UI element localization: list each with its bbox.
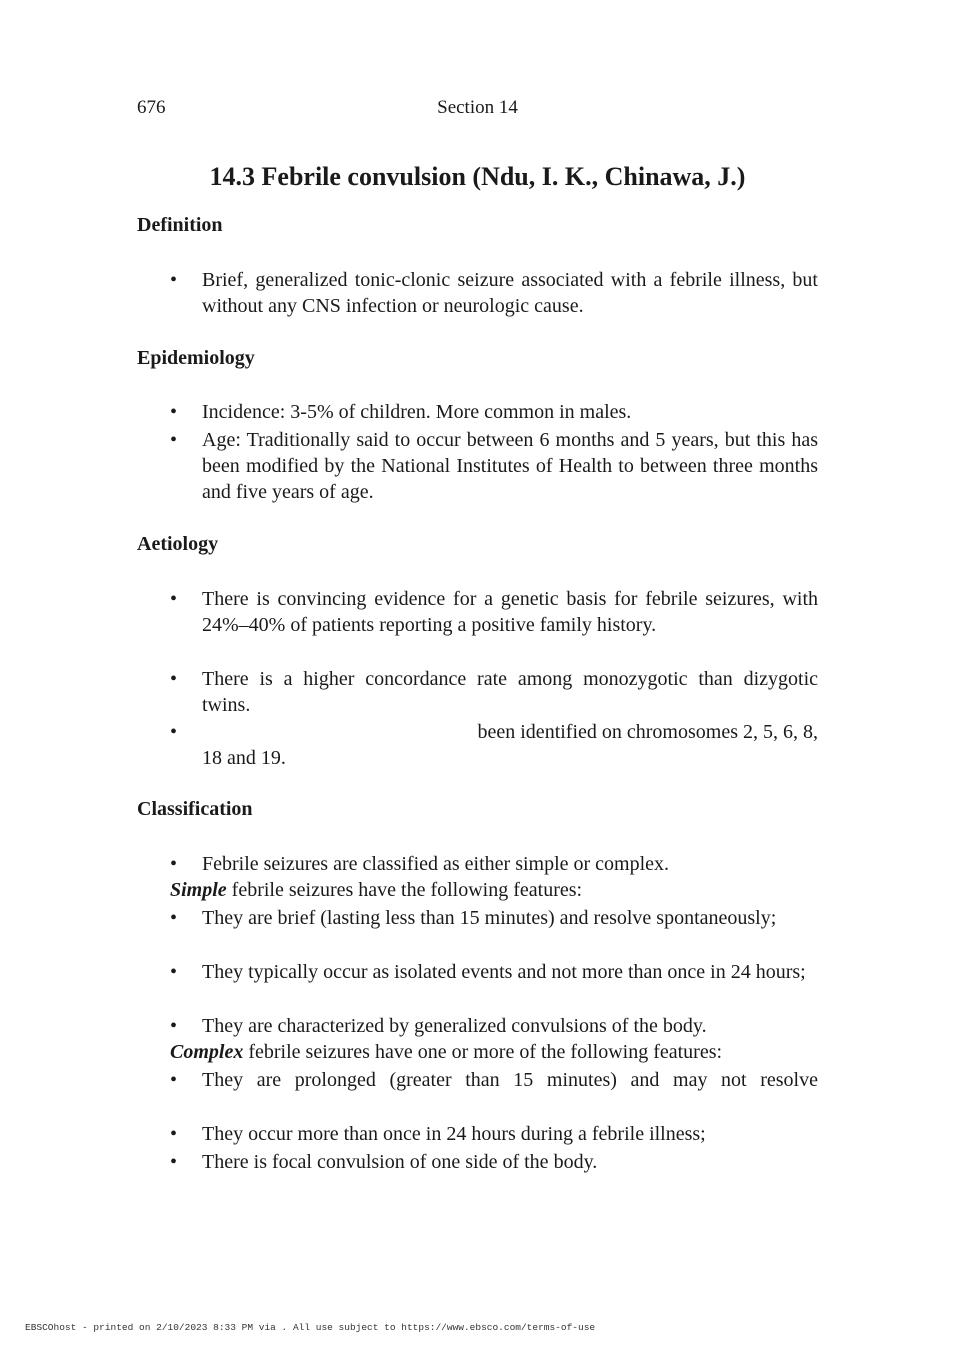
list-item: • They are characterized by generalized convulsions of the body. (170, 1015, 707, 1037)
bullet-icon: • (170, 429, 178, 451)
bullet-icon: • (170, 1015, 178, 1037)
definition-heading: Definition (137, 214, 223, 236)
list-item: • They typically occur as isolated events and not more than once in 24 hours; (170, 961, 806, 983)
running-header: Section 14 (437, 97, 518, 118)
list-item: • They are prolonged (greater than 15 minutes) and may not resolve (170, 1069, 818, 1091)
list-item: • They are brief (lasting less than 15 minutes) and resolve spontaneously; (170, 907, 777, 929)
bullet-icon: • (170, 269, 178, 291)
list-item: • Incidence: 3-5% of children. More common in males. (170, 401, 632, 423)
complex-label: Complex (170, 1041, 244, 1063)
simple-intro: Simple febrile seizures have the following features: (170, 879, 583, 901)
bullet-icon: • (170, 721, 178, 743)
bullet-icon: • (170, 853, 178, 875)
list-item: • Febrile seizures are classified as either simple or complex. (170, 853, 670, 875)
bullet-icon: • (170, 401, 178, 423)
complex-intro: Complex febrile seizures have one or more of the following features: (170, 1041, 723, 1063)
list-item: • Age: Traditionally said to occur between 6 months and 5 years, but this has been modified by the National Institutes of Health to between three months and five years of age. (170, 429, 818, 503)
list-item: • been identified on chromosomes 2, 5, 6, 8, (170, 721, 818, 743)
simple-label: Simple (170, 879, 227, 901)
list-item-continuation: 18 and 19. (202, 747, 286, 769)
bullet-icon: • (170, 588, 178, 610)
classification-heading: Classification (137, 798, 253, 820)
bullet-icon: • (170, 1069, 178, 1091)
page-number: 676 (137, 97, 166, 118)
page-title: 14.3 Febrile convulsion (Ndu, I. K., Chinawa, J.) (209, 162, 746, 191)
list-item: • There is convincing evidence for a genetic basis for febrile seizures, with 24%–40% of patients reporting a positive family history. (170, 588, 818, 636)
bullet-icon: • (170, 907, 178, 929)
bullet-icon: • (170, 668, 178, 690)
bullet-icon: • (170, 1151, 178, 1173)
aetiology-heading: Aetiology (137, 533, 219, 555)
bullet-icon: • (170, 961, 178, 983)
footer-notice: EBSCOhost - printed on 2/10/2023 8:33 PM via . All use subject to https://www.ebsco.com/terms-of-use (25, 1322, 596, 1333)
epidemiology-heading: Epidemiology (137, 347, 255, 369)
bullet-icon: • (170, 1123, 178, 1145)
list-item: • They occur more than once in 24 hours during a febrile illness; (170, 1123, 706, 1145)
list-item: • There is focal convulsion of one side of the body. (170, 1151, 598, 1173)
list-item: • There is a higher concordance rate among monozygotic than dizygotic twins. (170, 668, 818, 716)
list-item: • Brief, generalized tonic-clonic seizure associated with a febrile illness, but without any CNS infection or neurologic cause. (170, 269, 818, 317)
